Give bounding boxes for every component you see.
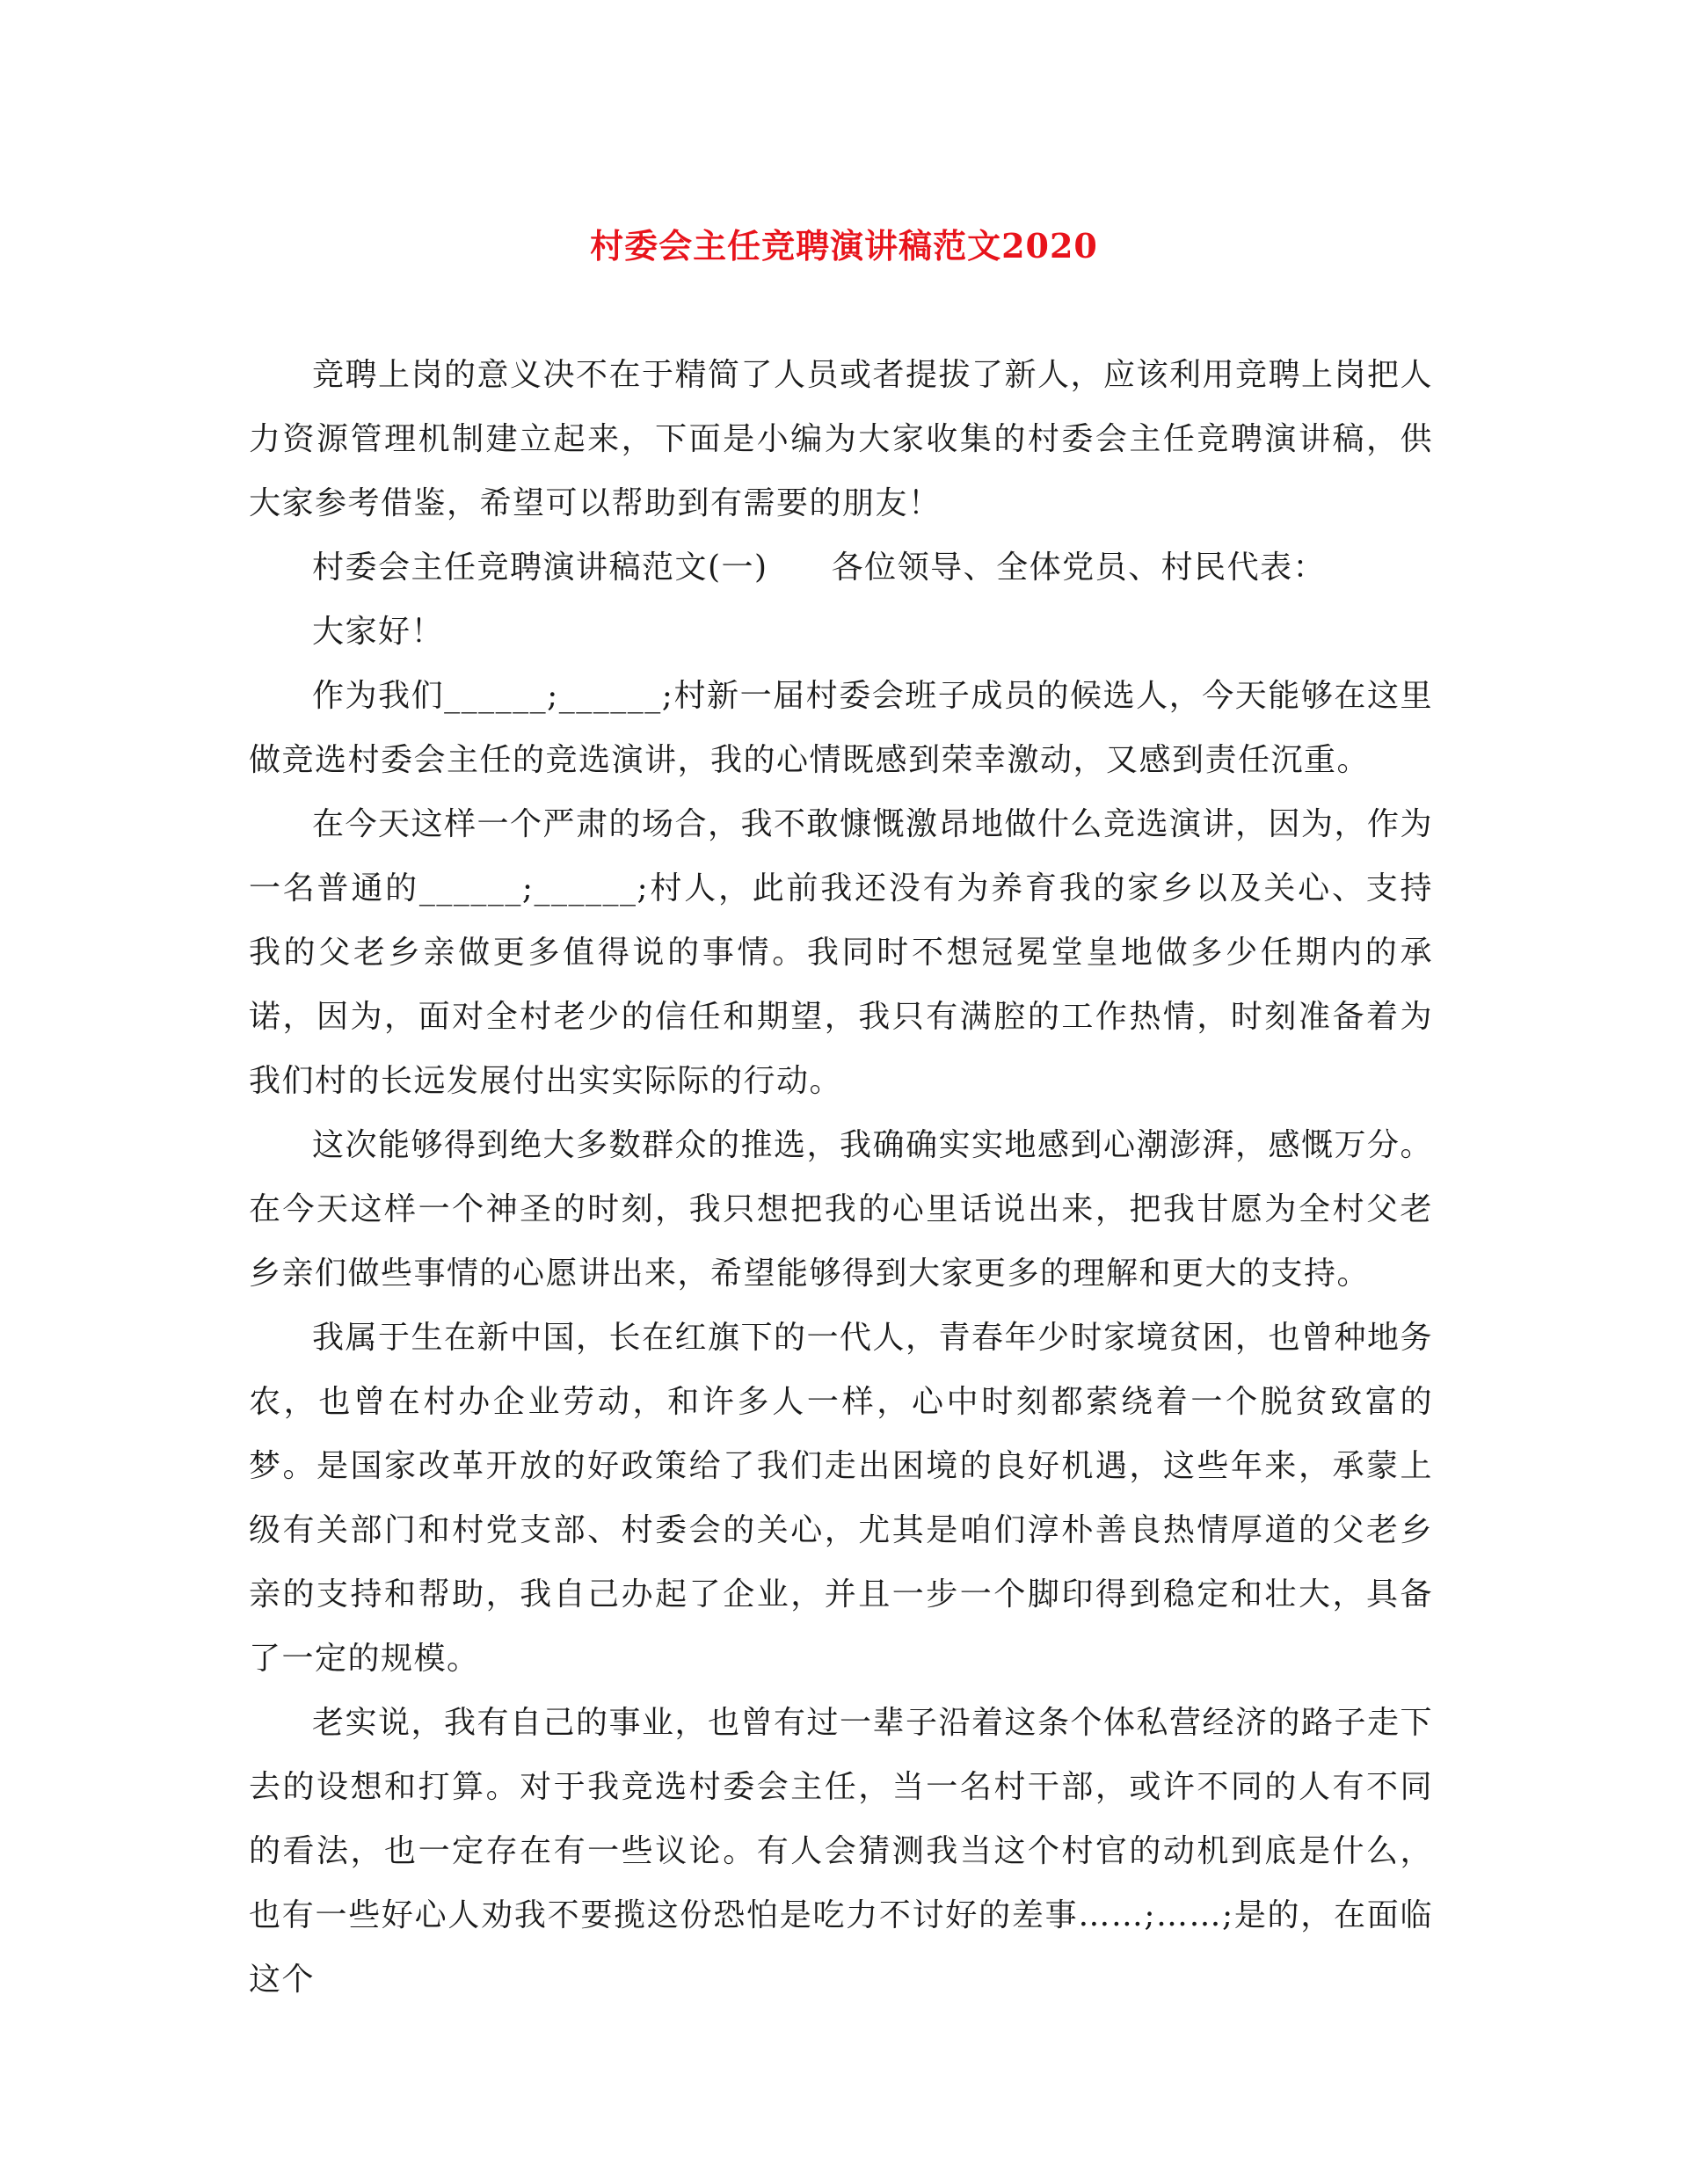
document-body	[249, 343, 1433, 2012]
intro-paragraph: 竞聘上岗的意义决不在于精简了人员或者提拔了新人，应该利用竞聘上岗把人力资源管理机制建立起来，下面是小编为大家收集的村委会主任竞聘演讲稿，供大家参考借鉴，希望可以帮助到有需要的朋友！	[249, 357, 1434, 521]
salutation: 各位领导、全体党员、村民代表：	[831, 550, 1327, 586]
document-title: 村委会主任竞聘演讲稿范文2020	[590, 226, 1098, 266]
body-paragraph-3: 这次能够得到绝大多数群众的推选，我确确实实地感到心潮澎湃，感慨万分。在今天这样一个神圣的时刻，我只想把我的心里话说出来，把我甘愿为全村父老乡亲们做些事情的心愿讲出来，希望能够得到大家更多的理解和更大的支持。	[249, 1127, 1434, 1292]
body-paragraph-5: 老实说，我有自己的事业，也曾有过一辈子沿着这条个体私营经济的路子走下去的设想和打算。对于我竞选村委会主任，当一名村干部，或许不同的人有不同的看法，也一定存在有一些议论。有人会猜测我当这个村官的动机到底是什么，也有一些好心人劝我不要揽这份恐怕是吃力不讨好的差事……;……;是的，在面临这个	[249, 1705, 1434, 1998]
section-heading-line	[249, 535, 1433, 600]
section-heading: 村委会主任竞聘演讲稿范文(一)	[312, 550, 768, 586]
body-paragraph-1: 作为我们______;______;村新一届村委会班子成员的候选人，今天能够在这里做竞选村委会主任的竞选演讲，我的心情既感到荣幸激动，又感到责任沉重。	[249, 678, 1433, 778]
body-paragraph-2: 在今天这样一个严肃的场合，我不敢慷慨激昂地做什么竞选演讲，因为，作为一名普通的______;______;村人，此前我还没有为养育我的家乡以及关心、支持我的父老乡亲做更多值得说的事情。我同时不想冠冕堂皇地做多少任期内的承诺，因为，面对全村老少的信任和期望，我只有满腔的工作热情，时刻准备着为我们村的长远发展付出实实际际的行动。	[249, 806, 1434, 1099]
body-paragraph-4: 我属于生在新中国，长在红旗下的一代人，青春年少时家境贫困，也曾种地务农，也曾在村办企业劳动，和许多人一样，心中时刻都萦绕着一个脱贫致富的梦。是国家改革开放的好政策给了我们走出困境的良好机遇，这些年来，承蒙上级有关部门和村党支部、村委会的关心，尤其是咱们淳朴善良热情厚道的父老乡亲的支持和帮助，我自己办起了企业，并且一步一个脚印得到稳定和壮大，具备了一定的规模。	[249, 1320, 1434, 1677]
greeting: 大家好！	[312, 614, 445, 650]
